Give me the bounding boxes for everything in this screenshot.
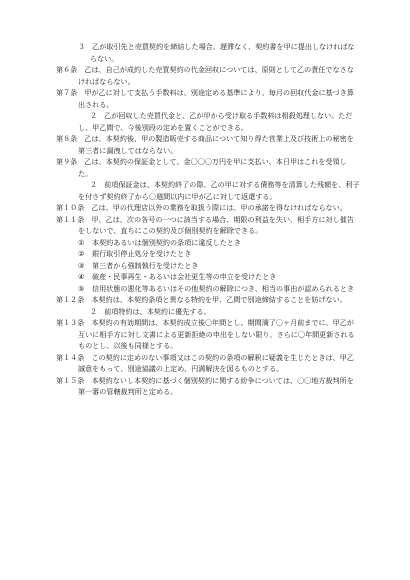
item-text: 第三者から強制執行を受けたとき <box>92 260 199 270</box>
item-text: 信用状態の悪化等あるいはその他契約の解除につき、相当の事由が認められるとき <box>92 283 355 293</box>
article-clause: 第１０条 乙は、甲の代理店以外の業務を取扱う際には、甲の承諾を得なければならない。 <box>56 203 347 212</box>
article-clause: 第１１条 甲、乙は、次の各号の一つに該当する場合、期限の利益を失い、相手方に対し催告をしないで、直ちにこの契約及び個別契約を解除できる。 <box>56 214 354 235</box>
enumerated-item <box>56 248 360 260</box>
enumerated-item <box>56 283 360 295</box>
item-marker: ⑤ <box>78 283 85 293</box>
article-clause: 第６条 乙は、自己が成約した売買契約の代金回収については、原則として乙の責任でなさなければならない。 <box>56 65 354 86</box>
item-text: 銀行取引停止処分を受けたとき <box>92 249 192 258</box>
item-marker: ② <box>78 249 85 258</box>
contract-body <box>56 41 360 398</box>
article-clause: 第１３条 本契約の有効期間は、本契約成立後〇年間とし、期間満了〇ヶ月前までに、甲乙が互いに相手方に対し文書による更新拒絶の申出をしない限り、さらに〇年間更新されるものとし、以後も同様とする。 <box>56 318 355 350</box>
article-clause: 第１２条 本契約は、本契約条項と異なる特約を甲、乙間で別途締結することを妨げない。 <box>56 295 347 304</box>
item-marker: ① <box>78 237 85 247</box>
enumerated-item <box>56 237 360 249</box>
enumerated-item <box>56 260 360 272</box>
sub-paragraph: ２ 前項保証金は、本契約終了の際、乙の甲に対する債務等を清算した残額を、利子を付さず契約終了から〇週間以内に甲が乙に対して返還する。 <box>78 180 360 201</box>
enumerated-item <box>56 271 360 283</box>
sub-paragraph: ２ 乙が回収した売買代金と、乙が甲から受け取る手数料は相殺処理しない。ただし、甲乙間で、今後別段の定めを置くことができる。 <box>78 111 353 132</box>
item-text: 本契約あるいは個別契約の条項に違反したとき <box>92 237 241 247</box>
item-marker: ④ <box>78 272 85 281</box>
article-clause: 第９条 乙は、本契約の保証金として、金〇〇〇万円を甲に支払い、本日甲はこれを受領した。 <box>56 157 347 178</box>
article-clause: 第８条 乙は、本契約後、甲の製造販売する商品について知り得た営業上及び技術上の秘密を第三者に漏洩してはならない。 <box>56 134 354 155</box>
article-clause: 第７条 甲が乙に対して支払う手数料は、別途定める基準により、毎月の回収代金に基づき算出される。 <box>56 88 354 109</box>
article-clause: 第１５条 本契約ないし本契約に基づく個別契約に関する紛争については、〇〇地方裁判所を第一審の管轄裁判所と定める。 <box>56 375 354 396</box>
sub-paragraph: ２ 前項特約は、本契約に優先する。 <box>90 306 211 316</box>
item-marker: ③ <box>78 260 85 270</box>
item-text: 破産・民事再生・あるいは会社更生等の申立を受けたとき <box>92 272 277 281</box>
article-clause: 第１４条 この契約に定めのない事項又はこの契約の条項の解釈に疑義を生じたときは、甲乙誠意をもって、別途協議の上定め、円満解決を図るものとする。 <box>56 352 354 373</box>
sub-paragraph: ３ 乙が取引先と売買契約を締結した場合、遅滞なく、契約書を甲に提出しなければならない。 <box>78 42 355 63</box>
